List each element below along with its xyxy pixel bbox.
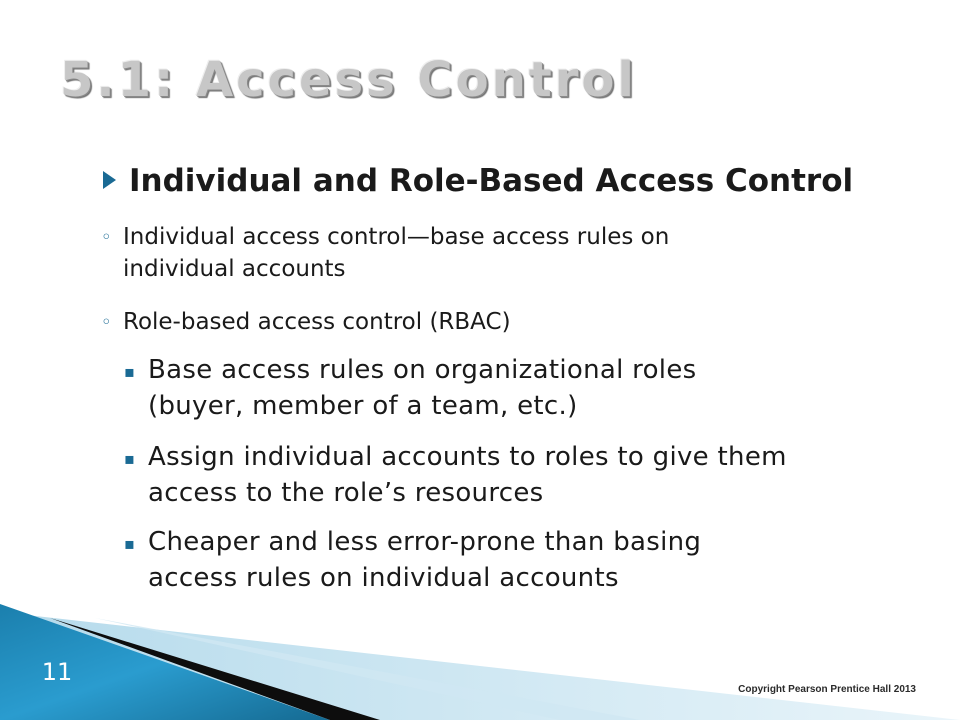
bullet-line: access to the role’s resources (148, 478, 544, 508)
bullet-line: (buyer, member of a team, etc.) (148, 391, 578, 421)
slide-title: 5.1: Access Control (60, 52, 637, 108)
circle-bullet-icon: ◦ (101, 227, 112, 248)
bullet-line: Cheaper and less error-prone than basing (148, 527, 702, 557)
bullet-line: Role-based access control (RBAC) (123, 309, 511, 335)
copyright-notice: Copyright Pearson Prentice Hall 2013 (738, 684, 916, 695)
square-bullet-icon: ▪ (124, 534, 135, 553)
square-bullet-icon: ▪ (124, 449, 135, 468)
bullet-line: Assign individual accounts to roles to give them (148, 442, 787, 472)
bullet-line: access rules on individual accounts (148, 563, 619, 593)
circle-bullet-icon: ◦ (101, 312, 112, 333)
square-bullet-icon: ▪ (124, 362, 135, 381)
bullet-line: Base access rules on organizational roles (148, 355, 697, 385)
bullet-line: individual accounts (123, 256, 346, 282)
slide-number: 11 (41, 658, 73, 686)
bullet-level1-text: Individual and Role-Based Access Control (129, 163, 854, 199)
bullet-line: Individual access control—base access rules on (123, 224, 670, 250)
